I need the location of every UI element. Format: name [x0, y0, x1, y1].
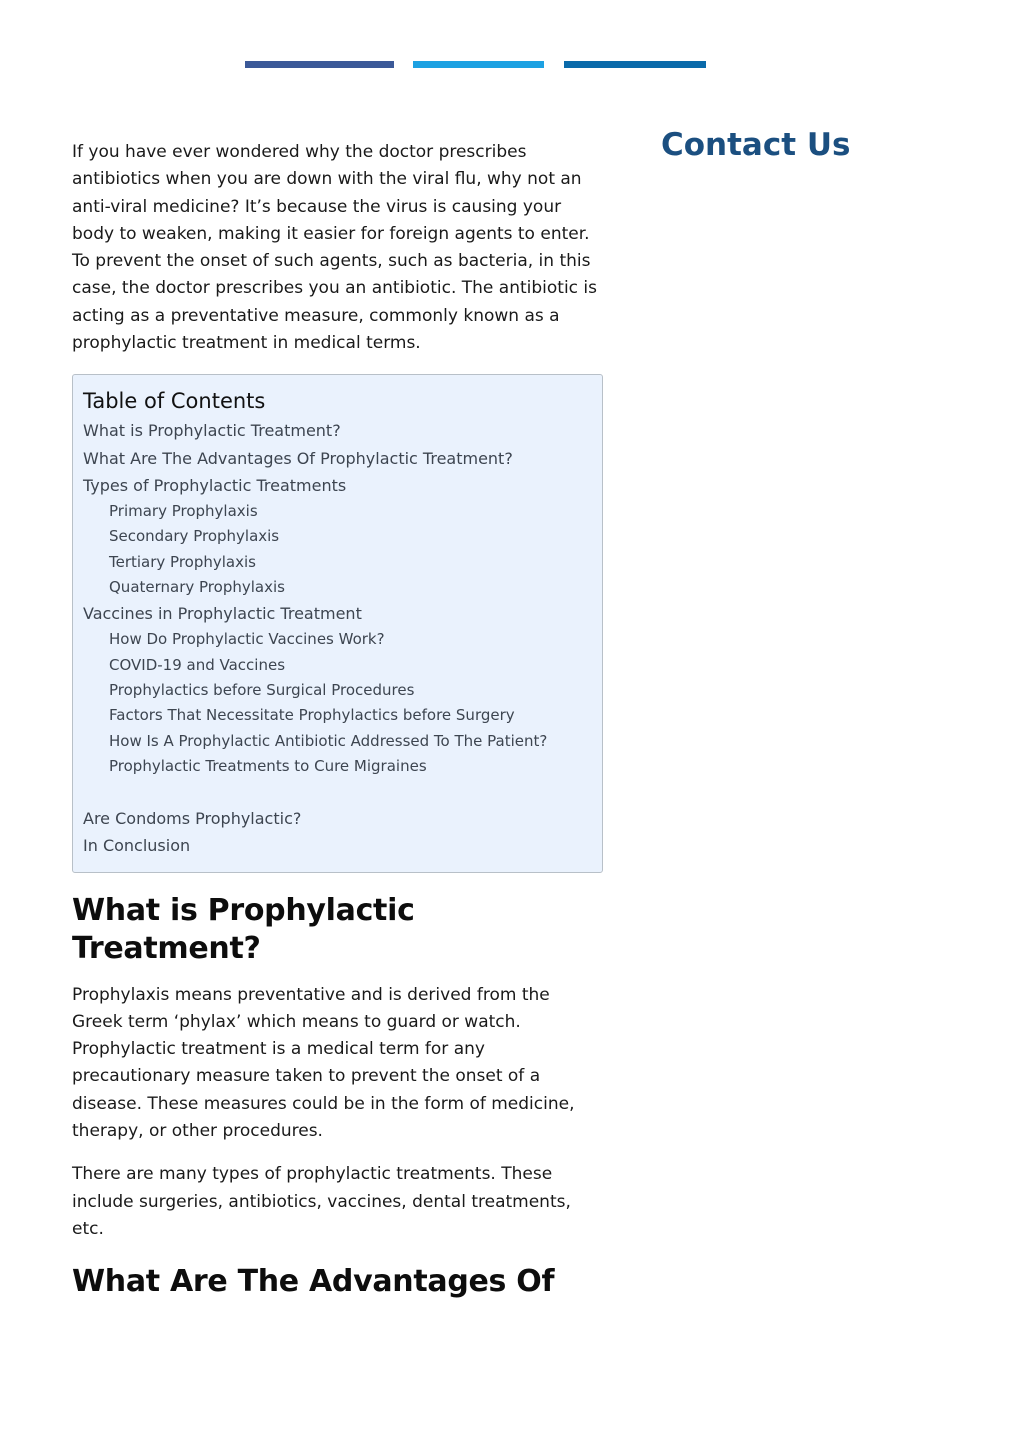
- toc-link-migraines[interactable]: Prophylactic Treatments to Cure Migraines: [109, 756, 427, 775]
- toc-link-what-is-prophylactic[interactable]: What is Prophylactic Treatment?: [83, 421, 341, 441]
- toc-link-vaccines-work[interactable]: How Do Prophylactic Vaccines Work?: [109, 630, 385, 649]
- decor-bar-light-blue: [413, 61, 544, 68]
- toc-spacer: [83, 779, 592, 805]
- toc-title: Table of Contents: [83, 389, 266, 414]
- toc-link-primary-prophylaxis[interactable]: Primary Prophylaxis: [109, 501, 258, 520]
- toc-link-secondary-prophylaxis[interactable]: Secondary Prophylaxis: [109, 527, 280, 546]
- toc-link-factors-surgery[interactable]: Factors That Necessitate Prophylactics before Surgery: [109, 706, 515, 725]
- article-body: [72, 139, 603, 1315]
- decor-bar-mid-blue: [564, 61, 706, 68]
- toc-link-antibiotic-addressed[interactable]: How Is A Prophylactic Antibiotic Addressed To The Patient?: [109, 731, 548, 750]
- toc-link-tertiary-prophylaxis[interactable]: Tertiary Prophylaxis: [109, 552, 256, 571]
- toc-link-conclusion[interactable]: In Conclusion: [83, 836, 191, 856]
- toc-link-condoms[interactable]: Are Condoms Prophylactic?: [83, 809, 302, 829]
- section-paragraph: Prophylaxis means preventative and is derived from the Greek term ‘phylax’ which means to guard or watch. Prophylactic treatment is a medical term for any precautionary measure taken to prevent the onset of a disease. These measures could be in the form of medicine, therapy, or other procedures.: [72, 984, 575, 1142]
- contact-us-heading: Contact Us: [661, 127, 851, 163]
- toc-list: [83, 417, 592, 859]
- intro-paragraph: If you have ever wondered why the doctor prescribes antibiotics when you are down with the viral flu, why not an anti-viral medicine? It’s because the virus is causing your body to weaken, making it easier for foreign agents to enter. To prevent the onset of such agents, such as bacteria, in this case, the doctor prescribes you an antibiotic. The antibiotic is acting as a preventative measure, commonly known as a prophylactic treatment in medical terms.: [72, 142, 597, 354]
- toc-link-advantages[interactable]: What Are The Advantages Of Prophylactic Treatment?: [83, 448, 513, 468]
- toc-link-vaccines[interactable]: Vaccines in Prophylactic Treatment: [83, 604, 362, 624]
- decor-bar-dark-blue: [245, 61, 394, 68]
- table-of-contents: [72, 374, 603, 872]
- toc-link-types[interactable]: Types of Prophylactic Treatments: [83, 475, 347, 495]
- section-paragraph: There are many types of prophylactic treatments. These include surgeries, antibiotics, vaccines, dental treatments, etc.: [72, 1164, 571, 1239]
- section-heading-what-is: What is Prophylactic Treatment?: [72, 892, 415, 966]
- toc-link-surgical-procedures[interactable]: Prophylactics before Surgical Procedures: [109, 680, 415, 699]
- toc-link-covid-vaccines[interactable]: COVID-19 and Vaccines: [109, 655, 286, 674]
- section-heading-advantages: What Are The Advantages Of: [72, 1264, 555, 1300]
- sidebar: [661, 124, 961, 166]
- toc-link-quaternary-prophylaxis[interactable]: Quaternary Prophylaxis: [109, 577, 285, 596]
